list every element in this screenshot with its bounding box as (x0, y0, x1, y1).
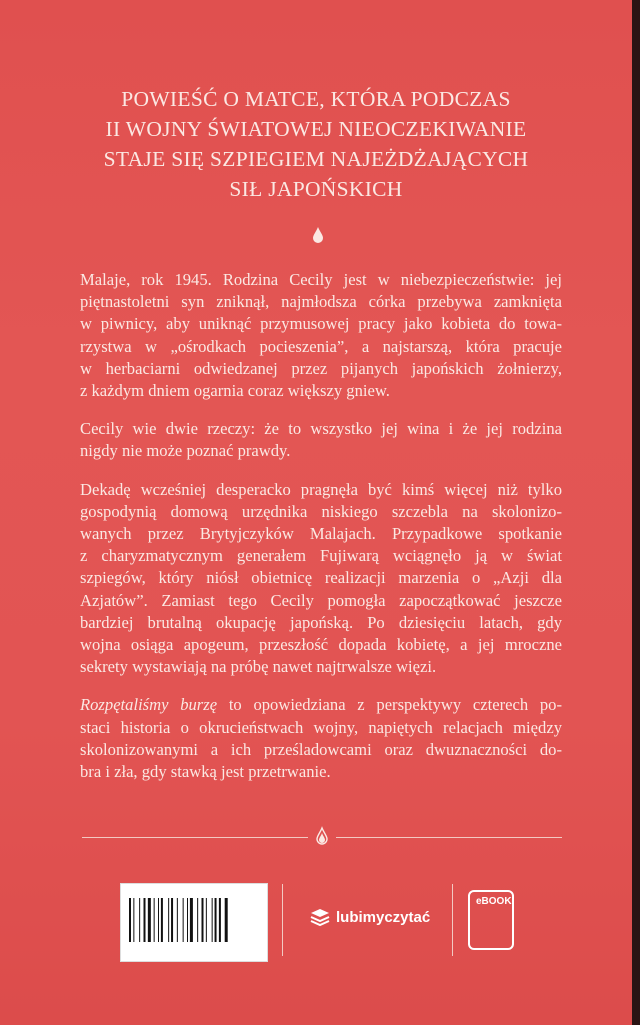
text-line: wanych przez Brytyjczyków Malajach. Przypadkowe spotkanie (80, 524, 562, 544)
publisher-logo (309, 907, 430, 927)
barcode-bar (148, 898, 151, 942)
publisher-name: lubimyczytać (336, 908, 431, 926)
barcode-graphic (125, 898, 263, 942)
footer-separator (452, 884, 453, 956)
text-line: bardziej brutalną okupację japońską. Po dziesięciu latach, gdy (80, 612, 562, 632)
barcode-bar (183, 898, 184, 942)
text-line: z charyzmatycznym generałem Fujiwarą wciągnęło ją w świat (80, 546, 562, 566)
tagline-line: POWIEŚĆ O MATCE, KTÓRA PODCZAS (121, 87, 511, 111)
drop-ornament-icon (315, 826, 329, 848)
text-line: nigdy nie może poznać prawdy. (80, 441, 291, 461)
blurb-paragraph-2 (80, 418, 562, 462)
ebook-badge (468, 890, 514, 950)
book-title: Rozpętaliśmy burzę (80, 695, 218, 715)
cover-edge (632, 0, 640, 1025)
blurb-paragraph-1 (80, 269, 562, 402)
isbn-barcode (120, 883, 268, 962)
barcode-bar (129, 898, 131, 942)
tagline-line: II WOJNY ŚWIATOWEJ NIEOCZEKIWANIE (105, 117, 527, 141)
text-line: szpiegów, który niósł obietnicę realizacji marzenia o „Azji dla (80, 568, 562, 588)
barcode-bar (144, 898, 146, 942)
text-line: Cecily wie dwie rzeczy: że to wszystko jej wina i że jej rodzina (80, 419, 562, 439)
barcode-bar (139, 898, 140, 942)
divider-rule-right (336, 837, 562, 838)
text-line (80, 694, 562, 716)
text-line: sekrety wystawiają na próbę nawet najtrwalsze więzi. (80, 657, 437, 677)
barcode-bar (158, 898, 159, 942)
text-line: rzystwa w „ośrodkach pocieszenia”, a najstarszą, która pracuje (80, 336, 562, 356)
barcode-bar (187, 898, 188, 942)
barcode-bar (133, 898, 134, 942)
text-line: bra i zła, gdy stawką jest przetrwanie. (80, 762, 331, 782)
text-line: wojna osiąga apogeum, przeszłość dopada kobietę, a jej mroczne (80, 635, 562, 655)
tagline-line: STAJE SIĘ SZPIEGIEM NAJEŻDŻAJĄCYCH (103, 147, 529, 171)
barcode-bar (225, 898, 228, 942)
barcode-bar (219, 898, 221, 942)
barcode-bar (212, 898, 213, 942)
text-line: Malaje, rok 1945. Rodzina Cecily jest w niebezpieczeństwie: jej (80, 270, 562, 289)
text-fragment: to opowiedziana z perspektywy czterech po- (217, 695, 563, 715)
barcode-bar (171, 898, 173, 942)
barcode-bar (206, 898, 207, 942)
barcode-bar (202, 898, 204, 942)
text-line: Azjatów”. Zamiast tego Cecily pomogła zapoczątkować jeszcze (80, 590, 562, 610)
barcode-bar (168, 898, 169, 942)
text-line: skolonizowanymi a ich prześladowcami oraz dwuznaczności do- (80, 739, 562, 759)
cover-tagline (60, 84, 572, 204)
ebook-label: eBOOK (476, 896, 512, 907)
text-line: z każdym dniem ogarnia coraz większy gniew. (80, 381, 390, 401)
divider-rule-left (82, 837, 308, 838)
barcode-bar (190, 898, 193, 942)
footer-separator (282, 884, 283, 956)
text-line: w piwnicy, aby uniknąć przymusowej pracy jako kobieta do towa- (80, 314, 562, 334)
text-line: gospodynią domową urzędnika niskiego szczebla na skolonizo- (80, 501, 562, 521)
barcode-bar (197, 898, 198, 942)
blurb (80, 269, 562, 799)
barcode-bar (154, 898, 155, 942)
drop-ornament-icon (311, 226, 325, 244)
ornamental-divider (82, 826, 562, 848)
blurb-paragraph-4 (80, 694, 562, 783)
barcode-bar (177, 898, 178, 942)
books-stack-icon (309, 907, 331, 927)
text-line: staci historia o okrucieństwach wojny, napiętych relacjach między (80, 717, 562, 737)
blurb-paragraph-3 (80, 479, 562, 679)
text-line: w herbaciarni odwiedzanej przez pijanych japońskich żołnierzy, (80, 358, 562, 378)
barcode-bar (161, 898, 163, 942)
text-line: Dekadę wcześniej desperacko pragnęła być kimś więcej niż tylko (80, 479, 562, 499)
tagline-line: SIŁ JAPOŃSKICH (229, 177, 403, 201)
barcode-bar (215, 898, 217, 942)
text-line: piętnastoletni syn zniknął, najmłodsza córka przebywa zamknięta (80, 292, 562, 312)
